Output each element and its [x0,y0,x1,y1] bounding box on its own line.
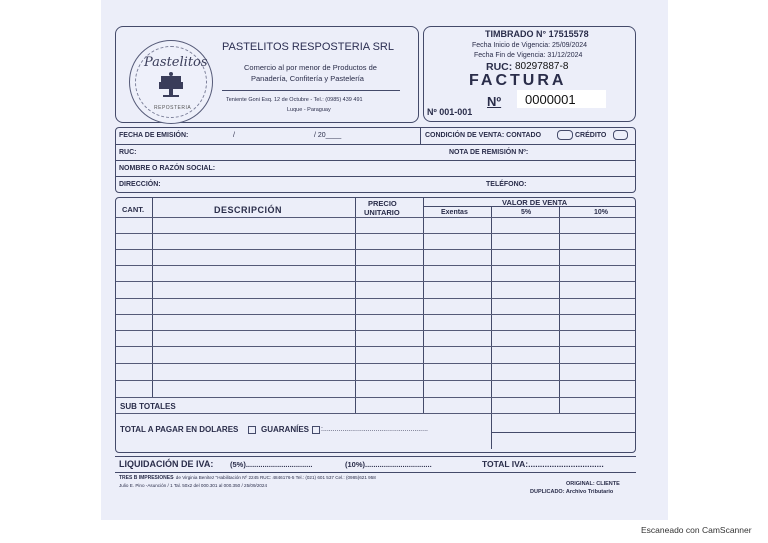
contado-checkbox[interactable] [557,130,573,140]
total-row-line [491,432,636,433]
iva-bottom-line [115,472,636,473]
vigencia-inicio: Fecha Inicio de Vigencia: 25/09/2024 [472,42,588,49]
guaranies-label: GUARANÍES [261,425,310,434]
fecha-slash: / [233,132,235,139]
liquidacion-label: LIQUIDACIÓN DE IVA: [119,459,214,469]
timbrado-number: TIMBRADO N° 17515578 [485,29,589,39]
nombre-label: NOMBRE O RAZÓN SOCIAL: [119,165,216,172]
table-row [116,380,635,381]
company-name: PASTELITOS RESPOSTERIA SRL [222,41,394,53]
col-valor-venta: VALOR DE VENTA [502,198,568,207]
iva-5-field: (5%)................................ [230,460,313,469]
printer-info-2: Julio E. Pino -Asunción / 1 Tal. 50x2 del 000.301 al 000.350 / 25/09/2024 [119,483,268,488]
iva-top-line [115,456,636,457]
table-row [116,397,635,398]
table-row [116,413,635,414]
address-line-2: Luque - Paraguay [287,107,331,113]
invoice-series: Nº 001-001 [427,107,473,117]
direccion-label: DIRECCIÓN: [119,181,161,188]
col-line [152,197,153,397]
col-5pct: 5% [521,209,532,216]
header-divider [222,90,400,91]
fecha-label: FECHA DE EMISIÓN: [119,132,189,139]
items-table [115,197,636,453]
cake-icon [155,70,187,98]
table-row [116,314,635,315]
field-col-line [420,127,421,144]
ruc-field-label: RUC: [119,149,137,156]
table-row [116,346,635,347]
col-precio-1: PRECIO [368,199,397,208]
col-precio-2: UNITARIO [364,208,400,217]
table-row [116,298,635,299]
col-exentas: Exentas [441,209,468,216]
printer-info-1: · de Virginia Benítez "Habilitación Nº 2245 RUC: 4846176-5 Tel.: (021) 601 537 Cel.: (0985)621 958 [173,475,376,480]
logo-subtext: REPOSTERIA [154,105,192,111]
table-row [116,249,635,250]
credito-label: CRÉDITO [575,132,607,139]
invoice-number: 0000001 [525,92,576,107]
fecha-year: / 20____ [314,132,342,139]
col-descripcion: DESCRIPCIÓN [214,205,283,215]
vigencia-fin: Fecha Fin de Vigencia: 31/12/2024 [474,52,583,59]
printer-name: TRES B IMPRESIONES [119,475,174,481]
activity-line-2: Panadería, Confitería y Pastelería [251,74,364,83]
iva-10-field: (10%)................................ [345,460,432,469]
table-row [116,233,635,234]
field-row-line [115,160,636,161]
guaranies-checkbox[interactable] [312,426,320,434]
logo-text: Pastelitos [144,55,208,70]
table-row [116,217,635,218]
remision-label: NOTA DE REMISIÓN Nº: [449,149,529,156]
scanner-watermark: Escaneado con CamScanner [641,525,752,535]
table-row [116,265,635,266]
total-iva-field: TOTAL IVA:................................ [482,459,604,469]
condicion-label: CONDICIÓN DE VENTA: CONTADO [425,132,542,139]
ruc-label: RUC: [486,61,513,73]
col-line [559,207,560,413]
col-10pct: 10% [594,209,609,216]
table-row [116,363,635,364]
ruc-value: 80297887-8 [515,61,569,72]
telefono-label: TELÉFONO: [486,181,527,188]
col-cant: CANT. [122,205,145,214]
field-row-line [115,176,636,177]
dolares-checkbox[interactable] [248,426,256,434]
copy-duplicado: DUPLICADO: Archivo Tributario [530,489,614,495]
activity-line-1: Comercio al por menor de Productos de [244,63,377,72]
number-label: Nº [487,94,502,109]
document-type: FACTURA [469,72,567,89]
table-row [116,330,635,331]
address-line-1: Teniente Goni Esq. 12 de Octubre - Tel.: (0985) 439 491 [226,97,363,103]
copy-original: ORIGINAL: CLIENTE [566,481,620,487]
subtotales-label: SUB TOTALES [120,402,176,411]
guaranies-dots: :...................................................... [321,426,428,433]
field-row-line [115,144,636,145]
credito-checkbox[interactable] [613,130,628,140]
table-row [116,281,635,282]
total-pagar-label: TOTAL A PAGAR EN DOLARES [120,425,239,434]
